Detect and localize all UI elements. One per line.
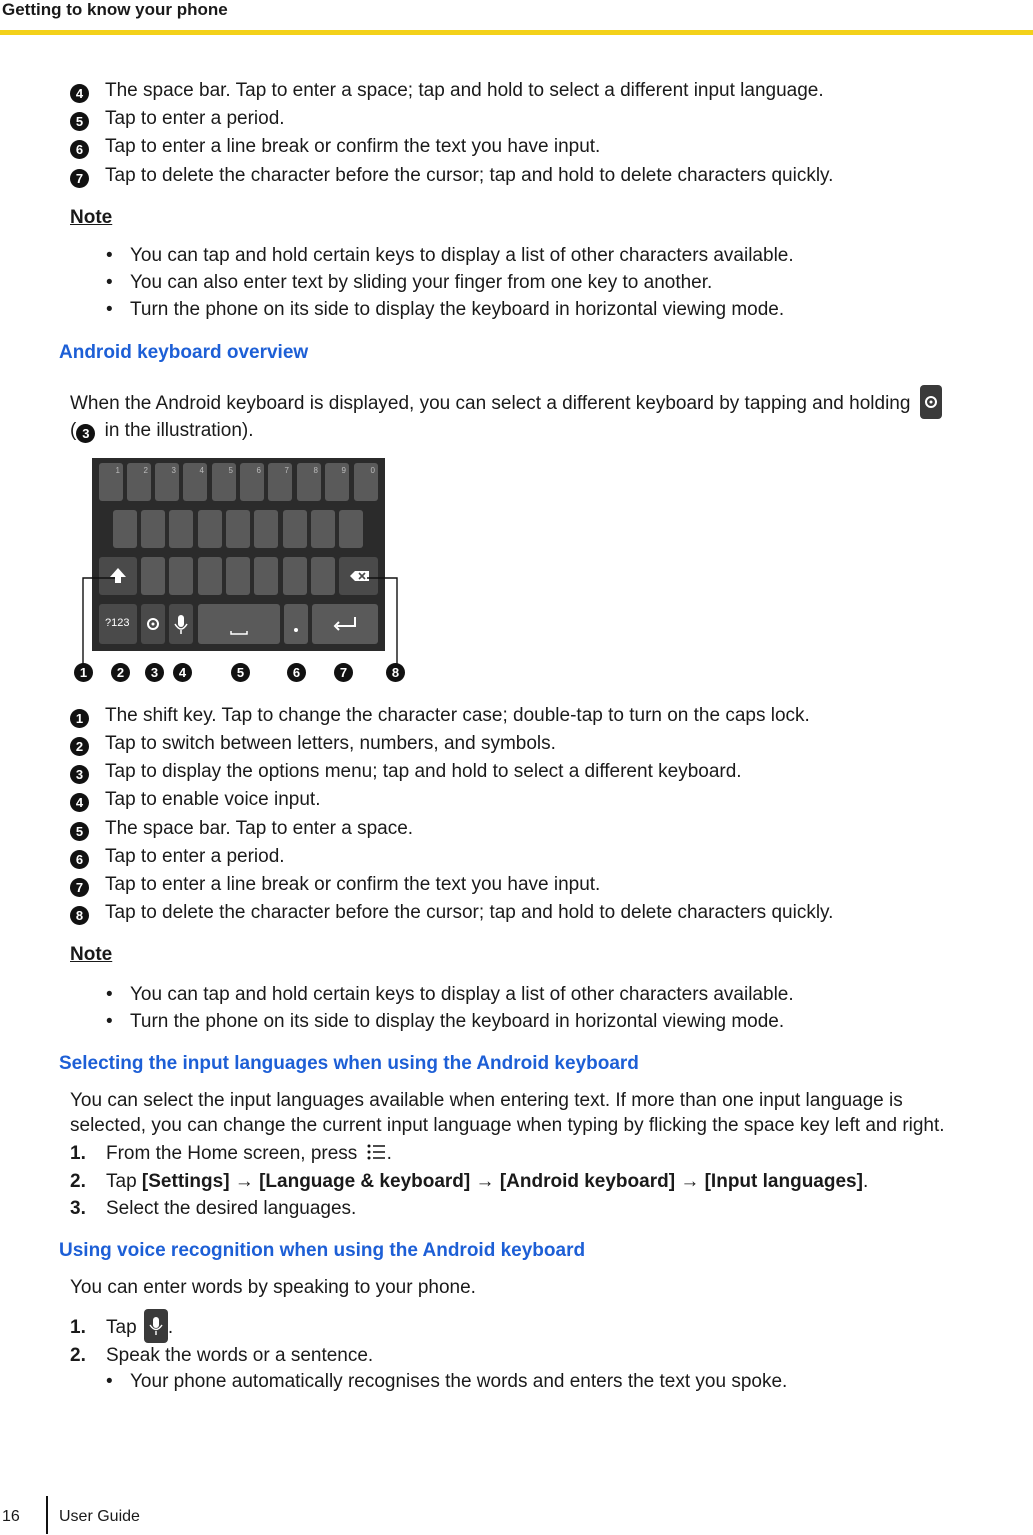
keyboard-key: 2 (127, 463, 151, 501)
arrow: → (229, 1171, 260, 1192)
callout-number: 5 (70, 822, 89, 841)
paragraph: selected, you can change the current input language when typing by flicking the space key left and right. (70, 1115, 945, 1136)
step-number: 2. (70, 1345, 86, 1366)
bullet-item: • You can also enter text by sliding your finger from one key to another. (106, 272, 713, 293)
bullet-item: • You can tap and hold certain keys to display a list of other characters available. (106, 245, 794, 266)
footer-divider (46, 1496, 48, 1534)
callout-number: 3 (76, 424, 95, 443)
list-item-text: Tap to enable voice input. (105, 789, 321, 810)
keyboard-key: 8 (297, 463, 321, 501)
bullet-text: You can tap and hold certain keys to display a list of other characters available. (130, 245, 794, 266)
callout-5: 5 (231, 663, 250, 682)
keyboard-key: 0 (354, 463, 378, 501)
callout-8: 8 (386, 663, 405, 682)
bullet-item: • Turn the phone on its side to display the keyboard in horizontal viewing mode. (106, 299, 785, 320)
list-item (70, 818, 413, 841)
step-text: From the Home screen, press (106, 1143, 358, 1164)
callout-3: 3 (145, 663, 164, 682)
callout-lines (75, 570, 405, 670)
section-heading-input-languages: Selecting the input languages when using the Android keyboard (59, 1053, 639, 1074)
keyboard-key: 7 (268, 463, 292, 501)
bullet-item: • Your phone automatically recognises the words and enters the text you spoke. (106, 1371, 788, 1392)
footer-label: User Guide (59, 1508, 140, 1525)
header-rule (0, 30, 1033, 35)
list-item (70, 874, 600, 897)
keyboard-key: 6 (240, 463, 264, 501)
list-item-text: The space bar. Tap to enter a space. (105, 818, 414, 839)
keyboard-key (254, 510, 278, 548)
list-item (70, 733, 556, 756)
list-item-text: The space bar. Tap to enter a space; tap and hold to select a different input language. (105, 80, 824, 101)
list-item-text: Tap to switch between letters, numbers, and symbols. (105, 733, 556, 754)
callout-number: 7 (70, 878, 89, 897)
callout-number: 7 (70, 169, 89, 188)
list-item-text: Tap to enter a line break or confirm the text you have input. (105, 874, 601, 895)
page-number: 16 (2, 1508, 20, 1525)
step-suffix: . (167, 1317, 174, 1338)
intro-paragraph (70, 385, 942, 419)
keyboard-key: 3 (155, 463, 179, 501)
callout-number: 8 (70, 906, 89, 925)
list-item-text: Tap to delete the character before the cursor; tap and hold to delete characters quickly. (105, 902, 834, 923)
section-heading-voice-recognition: Using voice recognition when using the Android keyboard (59, 1240, 586, 1261)
callout-4: 4 (173, 663, 192, 682)
step-suffix: . (386, 1143, 392, 1164)
list-item-text: Tap to enter a period. (105, 846, 285, 867)
list-item (70, 136, 600, 159)
menu-path-language: [Language & keyboard] (259, 1171, 471, 1192)
keyboard-key (283, 510, 307, 548)
list-item (70, 165, 833, 188)
note-label: Note (70, 207, 113, 228)
step-suffix: . (862, 1171, 869, 1192)
callout-number: 4 (70, 793, 89, 812)
callout-number: 6 (70, 140, 89, 159)
bullet-text: Your phone automatically recognises the words and enters the text you spoke. (130, 1371, 788, 1392)
step-number: 3. (70, 1198, 86, 1219)
step-item (70, 1198, 356, 1220)
keyboard-key (169, 510, 193, 548)
note-label: Note (70, 944, 113, 965)
keyboard-key (198, 510, 222, 548)
section-heading-android-keyboard: Android keyboard overview (59, 342, 309, 363)
keyboard-key: 1 (99, 463, 123, 501)
callout-2: 2 (111, 663, 130, 682)
list-item (70, 761, 742, 784)
bullet-text: You can also enter text by sliding your finger from one key to another. (130, 272, 713, 293)
list-item (70, 80, 824, 103)
list-item-text: Tap to enter a line break or confirm the text you have input. (105, 136, 601, 157)
keyboard-key (311, 510, 335, 548)
bullet-text: Turn the phone on its side to display the keyboard in horizontal viewing mode. (130, 299, 785, 320)
bullet-text: Turn the phone on its side to display the keyboard in horizontal viewing mode. (130, 1011, 785, 1032)
intro-text: in the illustration). (99, 420, 254, 441)
step-number: 1. (70, 1317, 86, 1338)
keyboard-key (113, 510, 137, 548)
microphone-key-icon (144, 1309, 168, 1343)
list-item (70, 902, 833, 925)
callout-number: 1 (70, 709, 89, 728)
keyboard-key: 4 (183, 463, 207, 501)
step-number: 1. (70, 1143, 86, 1164)
step-item (70, 1309, 173, 1343)
options-key-icon (920, 385, 942, 419)
step-text: Select the desired languages. (106, 1198, 357, 1219)
paragraph: You can enter words by speaking to your phone. (70, 1277, 476, 1298)
list-item-text: Tap to delete the character before the cursor; tap and hold to delete characters quickly. (105, 165, 834, 186)
keyboard-key (141, 510, 165, 548)
step-item (70, 1345, 373, 1367)
page-header-title: Getting to know your phone (2, 0, 228, 19)
callout-number: 5 (70, 112, 89, 131)
list-item (70, 846, 285, 869)
menu-path-android-keyboard: [Android keyboard] (499, 1171, 676, 1192)
step-text: Tap (106, 1171, 142, 1192)
menu-path-input-languages: [Input languages] (704, 1171, 863, 1192)
list-item (70, 705, 810, 728)
menu-path-settings: [Settings] (141, 1171, 230, 1192)
keyboard-key: 5 (212, 463, 236, 501)
menu-icon (367, 1143, 387, 1161)
arrow: → (675, 1171, 705, 1192)
list-item-text: The shift key. Tap to change the character case; double-tap to turn on the caps lock. (105, 705, 810, 726)
intro-text: When the Android keyboard is displayed, you can select a different keyboard by tapping and holding (70, 393, 911, 414)
list-item-text: Tap to enter a period. (105, 108, 285, 129)
step-item (70, 1143, 392, 1165)
intro-paragraph-2 (70, 418, 254, 444)
step-text: Tap (106, 1317, 137, 1338)
symbols-key: ?123 (99, 604, 137, 644)
bullet-item: • You can tap and hold certain keys to display a list of other characters available. (106, 984, 794, 1005)
step-item (70, 1171, 868, 1193)
bullet-text: You can tap and hold certain keys to display a list of other characters available. (130, 984, 794, 1005)
list-item (70, 108, 285, 131)
step-text: Speak the words or a sentence. (106, 1345, 374, 1366)
callout-7: 7 (334, 663, 353, 682)
list-item-text: Tap to display the options menu; tap and hold to select a different keyboard. (105, 761, 742, 782)
paragraph: You can select the input languages available when entering text. If more than one input language is (70, 1090, 903, 1111)
step-number: 2. (70, 1171, 86, 1192)
callout-number: 4 (70, 84, 89, 103)
bullet-item: • Turn the phone on its side to display the keyboard in horizontal viewing mode. (106, 1011, 785, 1032)
callout-6: 6 (287, 663, 306, 682)
keyboard-key: 9 (325, 463, 349, 501)
callout-number: 3 (70, 765, 89, 784)
callout-number: 2 (70, 737, 89, 756)
callout-1: 1 (74, 663, 93, 682)
arrow: → (470, 1171, 500, 1192)
keyboard-key (226, 510, 250, 548)
callout-number: 6 (70, 850, 89, 869)
keyboard-key (339, 510, 363, 548)
list-item (70, 789, 321, 812)
paren: ( (70, 420, 77, 441)
